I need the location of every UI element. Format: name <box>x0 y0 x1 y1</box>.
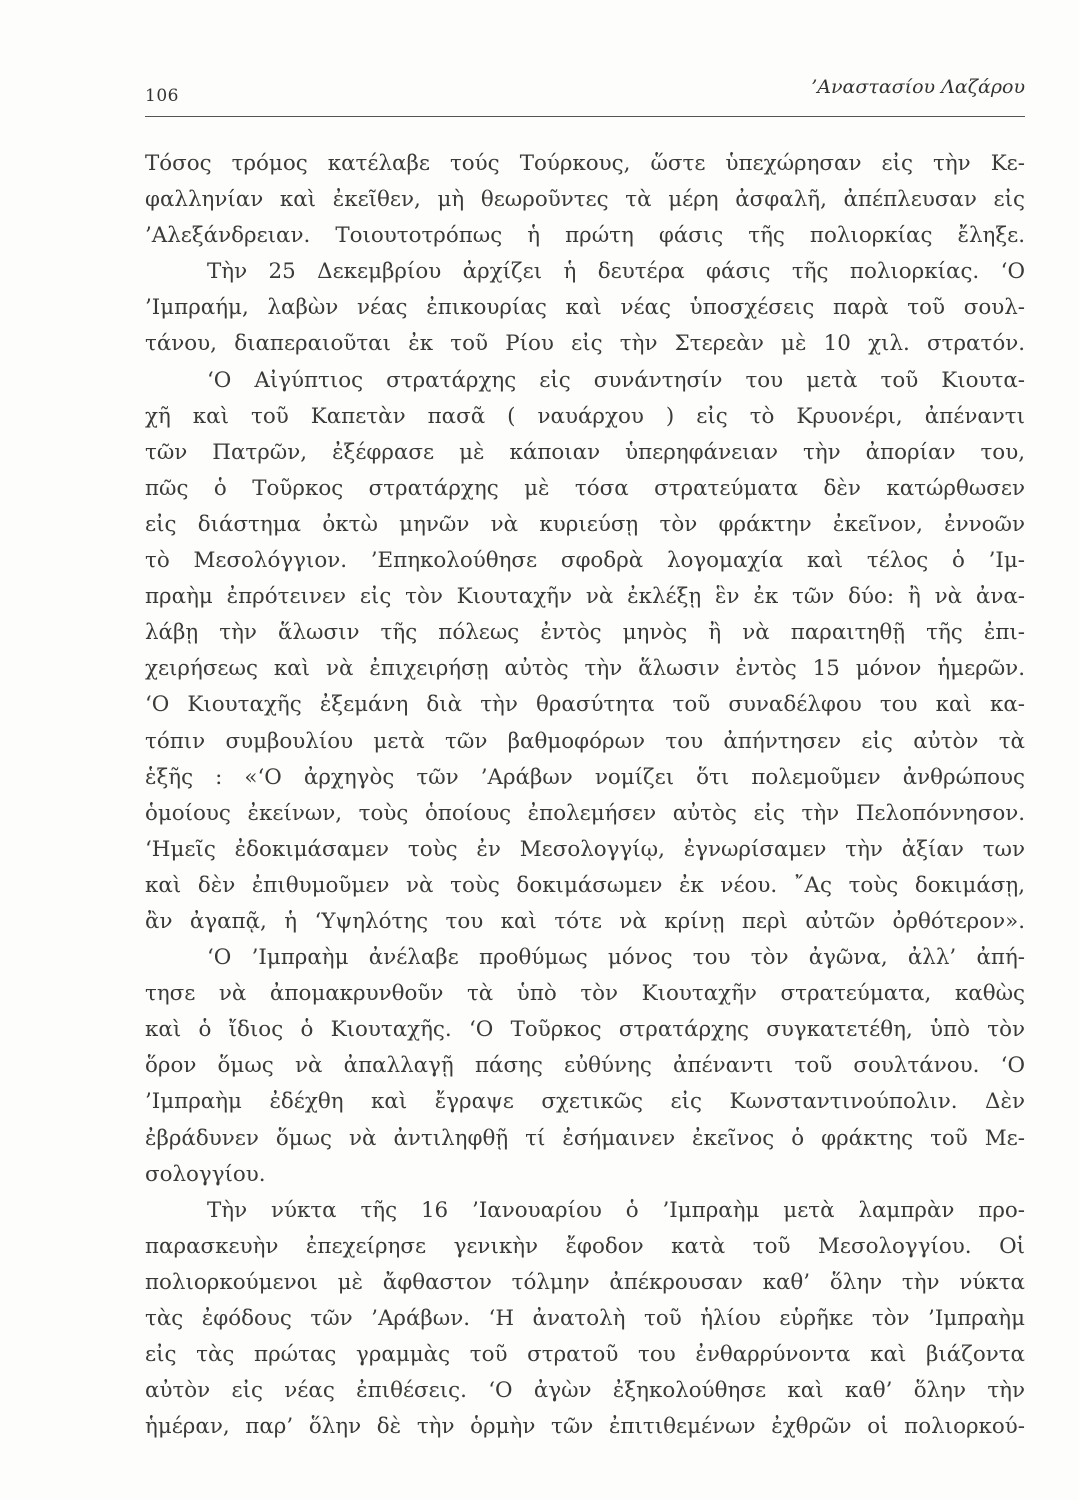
text-line: καὶ ὁ ἴδιος ὁ Κιουταχῆς. ‘Ο Τοῦρκος στρατάρχης συγκατετέθη, ὑπὸ τὸν <box>145 1017 1025 1043</box>
text-line: χειρήσεως καὶ νὰ ἐπιχειρήσῃ αὐτὸς τὴν ἅλωσιν ἐντὸς 15 μόνον ἡμερῶν. <box>145 656 1025 682</box>
text-line: ’Ιμπραήμ, λαβὼν νέας ἐπικουρίας καὶ νέας ὑποσχέσεις παρὰ τοῦ σουλ- <box>145 295 1025 321</box>
text-line: φαλληνίαν καὶ ἐκεῖθεν, μὴ θεωροῦντες τὰ μέρη ἀσφαλῆ, ἀπέπλευσαν εἰς <box>145 187 1025 213</box>
text-line: ‘Ο Αἰγύπτιος στρατάρχης εἰς συνάντησίν του μετὰ τοῦ Κιουτα- <box>207 367 1025 393</box>
page-number: 106 <box>145 86 179 106</box>
text-line: Τὴν νύκτα τῆς 16 ’Ιανουαρίου ὁ ’Ιμπραὴμ μετὰ λαμπρὰν προ- <box>207 1197 1025 1223</box>
text-line: τησε νὰ ἀπομακρυνθοῦν τὰ ὑπὸ τὸν Κιουταχῆν στρατεύματα, καθὼς <box>145 981 1025 1007</box>
text-line: Τόσος τρόμος κατέλαβε τούς Τούρκους, ὥστε ὑπεχώρησαν εἰς τὴν Κε- <box>145 151 1025 176</box>
text-line: πραὴμ ἐπρότεινεν εἰς τὸν Κιουταχῆν νὰ ἐκλέξῃ ἓν ἐκ τῶν δύο: ἢ νὰ ἀνα- <box>145 584 1025 610</box>
text-line: ἐβράδυνεν ὅμως νὰ ἀντιληφθῇ τί ἐσήμαινεν ἐκεῖνος ὁ φράκτης τοῦ Με- <box>145 1125 1025 1151</box>
text-line: καὶ δὲν ἐπιθυμοῦμεν νὰ τοὺς δοκιμάσωμεν ἐκ νέου. ῎Ας τοὺς δοκιμάσῃ, <box>145 872 1025 898</box>
text-line: αὐτὸν εἰς νέας ἐπιθέσεις. ‘Ο ἀγὼν ἐξηκολούθησε καὶ καθ’ ὅλην τὴν <box>145 1378 1025 1404</box>
text-line: λάβῃ τὴν ἅλωσιν τῆς πόλεως ἐντὸς μηνὸς ἢ νὰ παραιτηθῇ τῆς ἐπι- <box>145 620 1025 646</box>
text-line: τὸ Μεσολόγγιον. ’Επηκολούθησε σφοδρὰ λογομαχία καὶ τέλος ὁ ’Ιμ- <box>145 548 1025 574</box>
text-line: ἑξῆς : «‘Ο ἀρχηγὸς τῶν ’Αράβων νομίζει ὅτι πολεμοῦμεν ἀνθρώπους <box>145 764 1025 790</box>
text-line: ’Αλεξάνδρειαν. Τοιουτοτρόπως ἡ πρώτη φάσις τῆς πολιορκίας ἔληξε. <box>145 223 1025 249</box>
text-line: ὁμοίους ἐκείνων, τοὺς ὁποίους ἐπολεμήσεν αὐτὸς εἰς τὴν Πελοπόννησον. <box>145 800 1025 826</box>
text-line: παρασκευὴν ἐπεχείρησε γενικὴν ἔφοδον κατὰ τοῦ Μεσολογγίου. Οἱ <box>145 1233 1025 1259</box>
text-line: εἰς διάστημα ὀκτὼ μηνῶν νὰ κυριεύσῃ τὸν φράκτην ἐκεῖνον, ἐννοῶν <box>145 511 1025 537</box>
text-line: πῶς ὁ Τοῦρκος στρατάρχης μὲ τόσα στρατεύματα δὲν κατώρθωσεν <box>145 475 1025 501</box>
text-line: πολιορκούμενοι μὲ ἄφθαστον τόλμην ἀπέκρουσαν καθ’ ὅλην τὴν νύκτα <box>145 1269 1025 1295</box>
text-line: χῆ καὶ τοῦ Καπετὰν πασᾶ ( ναυάρχου ) εἰς τὸ Κρυονέρι, ἀπέναντι <box>145 403 1025 429</box>
text-line: σολογγίου. <box>145 1161 266 1187</box>
header-rule <box>145 116 1025 117</box>
text-line: εἰς τὰς πρώτας γραμμὰς τοῦ στρατοῦ του ἐνθαρρύνοντα καὶ βιάζοντα <box>145 1342 1025 1368</box>
text-line: ’Ιμπραὴμ ἐδέχθη καὶ ἔγραψε σχετικῶς εἰς Κωνσταντινούπολιν. Δὲν <box>145 1089 1025 1115</box>
text-line: ἂν ἀγαπᾷ, ἡ ‘Υψηλότης του καὶ τότε νὰ κρίνῃ περὶ αὐτῶν ὀρθότερον». <box>145 908 1025 934</box>
text-line: ‘Ο Κιουταχῆς ἐξεμάνη διὰ τὴν θρασύτητα τοῦ συναδέλφου του καὶ κα- <box>145 692 1025 718</box>
page-header <box>145 72 1025 112</box>
running-head: ’Αναστασίου Λαζάρου <box>811 76 1025 98</box>
text-line: Τὴν 25 Δεκεμβρίου ἀρχίζει ἡ δευτέρα φάσις τῆς πολιορκίας. ‘Ο <box>207 259 1025 285</box>
text-line: τόπιν συμβουλίου μετὰ τῶν βαθμοφόρων του ἀπήντησεν εἰς αὐτὸν τὰ <box>145 728 1025 754</box>
text-line: τάνου, διαπεραιοῦται ἐκ τοῦ Ρίου εἰς τὴν Στερεὰν μὲ 10 χιλ. στρατόν. <box>145 331 1025 357</box>
text-line: τὰς ἐφόδους τῶν ’Αράβων. ‘Η ἀνατολὴ τοῦ ἡλίου εὑρῆκε τὸν ’Ιμπραὴμ <box>145 1306 1025 1331</box>
text-line: τῶν Πατρῶν, ἐξέφρασε μὲ κάποιαν ὑπερηφάνειαν τὴν ἀπορίαν του, <box>145 439 1025 465</box>
text-line: ὅρον ὅμως νὰ ἀπαλλαγῇ πάσης εὐθύνης ἀπέναντι τοῦ σουλτάνου. ‘Ο <box>145 1053 1025 1079</box>
text-line: ἡμέραν, παρ’ ὅλην δὲ τὴν ὁρμὴν τῶν ἐπιτιθεμένων ἐχθρῶν οἱ πολιορκού- <box>145 1414 1025 1440</box>
text-line: ‘Ημεῖς ἐδοκιμάσαμεν τοὺς ἐν Μεσολογγίῳ, ἐγνωρίσαμεν τὴν ἀξίαν των <box>145 836 1025 862</box>
text-line: ‘Ο ’Ιμπραὴμ ἀνέλαβε προθύμως μόνος του τὸν ἀγῶνα, ἀλλ’ ἀπή- <box>207 945 1025 971</box>
body-text <box>145 146 1025 1445</box>
